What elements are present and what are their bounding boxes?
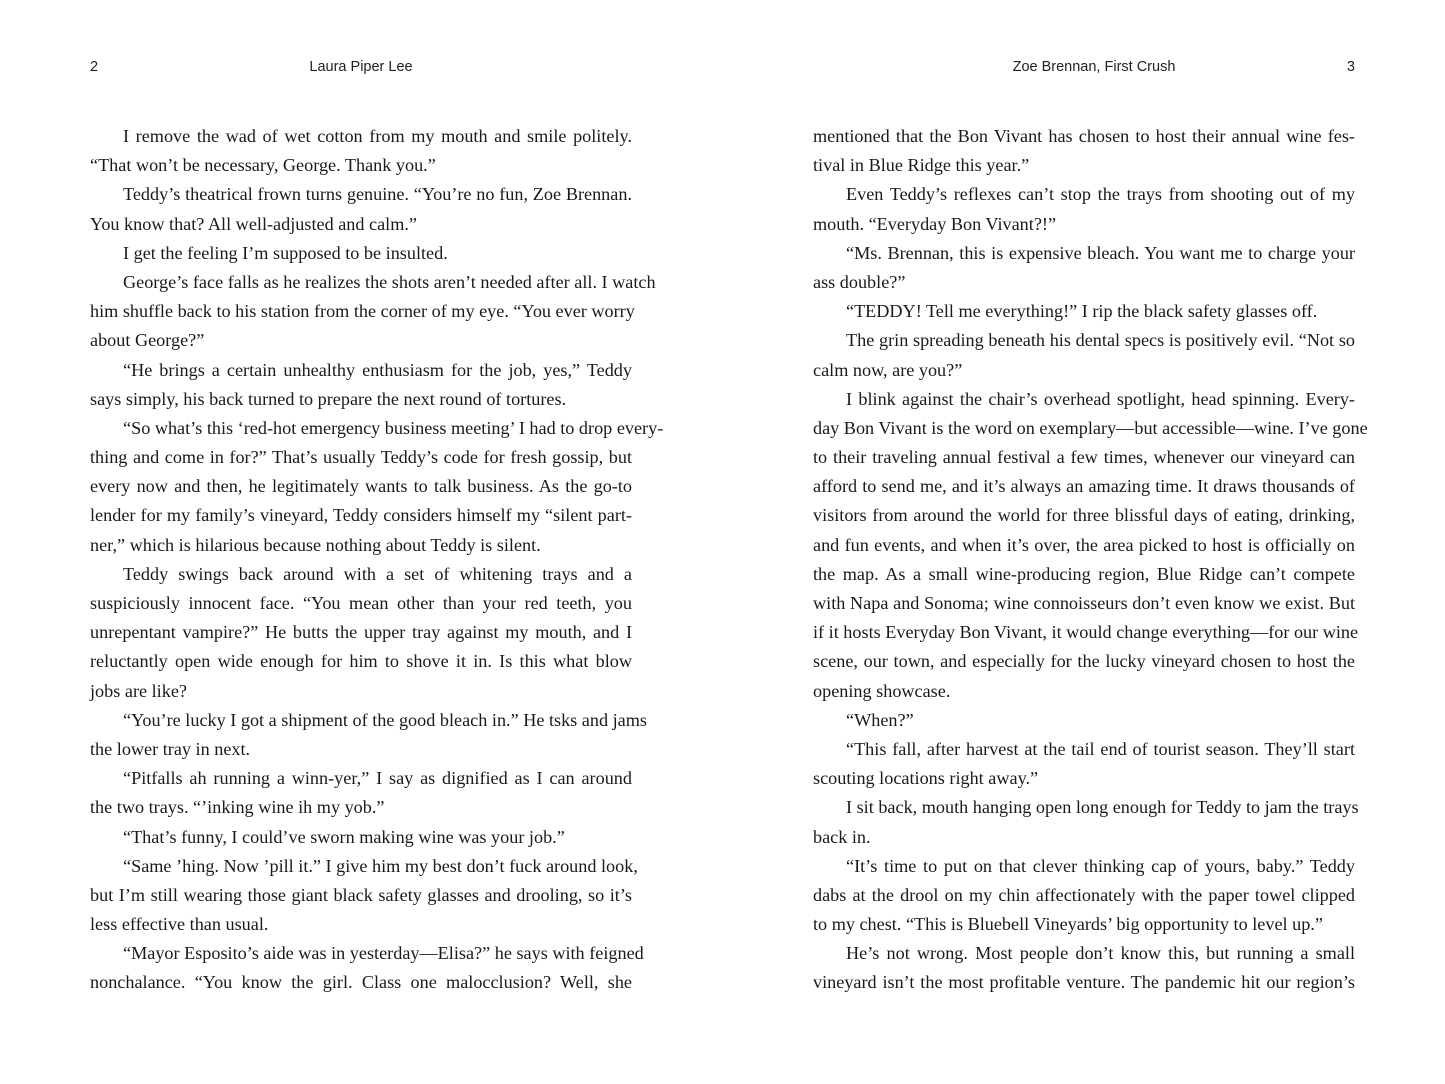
text-line: You know that? All well-adjusted and calm.”: [90, 213, 417, 234]
text-line: unrepentant vampire?” He butts the upper tray against my mouth, and I: [90, 622, 632, 643]
right-page-body-text: [813, 122, 1368, 998]
text-line: to my chest. “This is Bluebell Vineyards’ big opportunity to level up.”: [813, 914, 1323, 935]
text-line: “Ms. Brennan, this is expensive bleach. You want me to charge your: [846, 242, 1355, 263]
text-line: tival in Blue Ridge this year.”: [813, 155, 1030, 176]
text-line: visitors from around the world for three blissful days of eating, drinking,: [813, 505, 1355, 526]
text-line: “You’re lucky I got a shipment of the good bleach in.” He tsks and jams: [123, 709, 647, 730]
page-number: 2: [90, 59, 99, 75]
text-line: scene, our town, and especially for the lucky vineyard chosen to host the: [813, 651, 1355, 672]
text-line: “When?”: [846, 709, 914, 730]
text-line: “It’s time to put on that clever thinking cap of yours, baby.” Teddy: [846, 855, 1355, 876]
right-page: [813, 0, 1368, 1084]
text-line: back in.: [813, 826, 871, 847]
text-line: Even Teddy’s reflexes can’t stop the trays from shooting out of my: [846, 184, 1355, 205]
text-line: the two trays. “’inking wine ih my yob.”: [90, 797, 385, 818]
text-line: less effective than usual.: [90, 914, 269, 935]
text-line: the map. As a small wine-producing region, Blue Ridge can’t compete: [813, 563, 1355, 584]
text-line: day Bon Vivant is the word on exemplary—but accessible—wine. I’ve gone: [813, 417, 1368, 438]
text-line: I sit back, mouth hanging open long enough for Teddy to jam the trays: [846, 797, 1359, 818]
text-line: scouting locations right away.”: [813, 768, 1039, 789]
text-line: vineyard isn’t the most profitable venture. The pandemic hit our region’s: [813, 972, 1355, 993]
text-line: suspiciously innocent face. “You mean other than your red teeth, you: [90, 593, 632, 613]
text-line: calm now, are you?”: [813, 359, 963, 380]
text-line: “Mayor Esposito’s aide was in yesterday—Elisa?” he says with feigned: [123, 943, 644, 964]
text-line: I blink against the chair’s overhead spotlight, head spinning. Every-: [846, 388, 1355, 409]
text-line: says simply, his back turned to prepare the next round of tortures.: [90, 388, 567, 409]
text-line: “TEDDY! Tell me everything!” I rip the black safety glasses off.: [846, 301, 1318, 322]
text-line: mentioned that the Bon Vivant has chosen to host their annual wine fes-: [813, 126, 1355, 146]
text-line: “He brings a certain unhealthy enthusiasm for the job, yes,” Teddy: [123, 359, 632, 380]
text-line: He’s not wrong. Most people don’t know this, but running a small: [846, 943, 1355, 964]
text-line: jobs are like?: [90, 680, 187, 701]
text-line: but I’m still wearing those giant black safety glasses and drooling, so it’s: [90, 884, 632, 905]
text-line: “That won’t be necessary, George. Thank you.”: [90, 155, 436, 176]
text-line: “That’s funny, I could’ve sworn making wine was your job.”: [123, 826, 565, 847]
running-head-title: Zoe Brennan, First Crush: [1012, 59, 1176, 75]
text-line: reluctantly open wide enough for him to shove it in. Is this what blow: [90, 651, 632, 672]
text-line: I get the feeling I’m supposed to be insulted.: [123, 242, 448, 263]
text-line: The grin spreading beneath his dental specs is positively evil. “Not so: [846, 330, 1355, 351]
text-line: about George?”: [90, 330, 205, 351]
text-line: afford to send me, and it’s always an amazing time. It draws thousands of: [813, 476, 1355, 497]
text-line: Teddy swings back around with a set of whitening trays and a: [123, 563, 632, 584]
text-line: and fun events, and when it’s over, the area picked to host is officially on: [813, 534, 1355, 555]
text-line: opening showcase.: [813, 680, 951, 701]
running-head-author: Laura Piper Lee: [309, 59, 413, 75]
page-number: 3: [1346, 59, 1355, 75]
text-line: the lower tray in next.: [90, 738, 251, 759]
text-line: I remove the wad of wet cotton from my mouth and smile politely.: [123, 126, 632, 146]
text-line: ner,” which is hilarious because nothing about Teddy is silent.: [90, 534, 541, 555]
left-page: [90, 0, 664, 1084]
text-line: every now and then, he legitimately wants to talk business. As the go-to: [90, 476, 632, 497]
text-line: with Napa and Sonoma; wine connoisseurs don’t even know we exist. But: [813, 593, 1355, 613]
text-line: nonchalance. “You know the girl. Class one malocclusion? Well, she: [90, 972, 632, 993]
left-page-header: [90, 59, 632, 81]
text-line: “This fall, after harvest at the tail end of tourist season. They’ll start: [846, 738, 1355, 759]
text-line: Teddy’s theatrical frown turns genuine. “You’re no fun, Zoe Brennan.: [123, 184, 632, 205]
text-line: “Same ’hing. Now ’pill it.” I give him my best don’t fuck around look,: [123, 855, 638, 876]
text-line: dabs at the drool on my chin affectionately with the paper towel clipped: [813, 884, 1355, 905]
text-line: if it hosts Everyday Bon Vivant, it would change everything—for our wine: [813, 622, 1359, 643]
left-page-body-text: [90, 122, 664, 998]
text-line: ass double?”: [813, 271, 906, 292]
text-line: him shuffle back to his station from the corner of my eye. “You ever worry: [90, 301, 635, 322]
text-line: “So what’s this ‘red-hot emergency business meeting’ I had to drop every-: [123, 417, 664, 438]
text-line: lender for my family’s vineyard, Teddy considers himself my “silent part-: [90, 505, 632, 526]
text-line: thing and come in for?” That’s usually Teddy’s code for fresh gossip, but: [90, 447, 632, 468]
text-line: mouth. “Everyday Bon Vivant?!”: [813, 213, 1057, 234]
text-line: George’s face falls as he realizes the shots aren’t needed after all. I watch: [123, 271, 656, 292]
right-page-header: [813, 59, 1355, 81]
text-line: “Pitfalls ah running a winn-yer,” I say as dignified as I can around: [123, 768, 632, 789]
text-line: to their traveling annual festival a few times, whenever our vineyard can: [813, 447, 1355, 468]
